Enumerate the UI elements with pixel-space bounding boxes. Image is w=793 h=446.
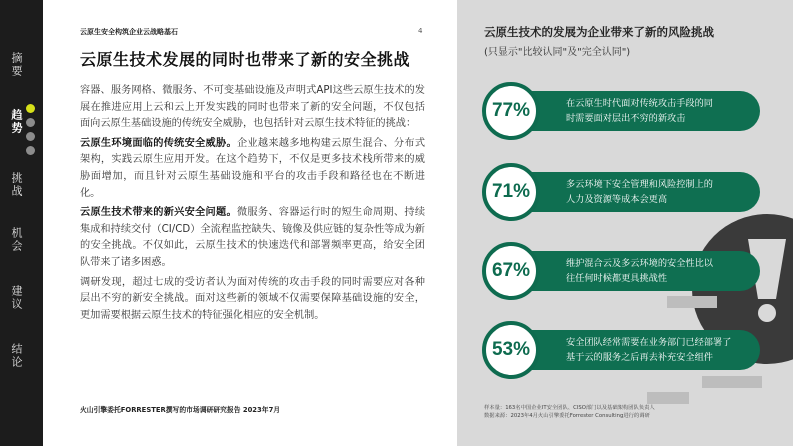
stat-description [522, 251, 760, 291]
decorative-brick [702, 376, 762, 388]
stat-value: 77% [491, 100, 531, 121]
page-title: 云原生技术发展的同时也带来了新的安全挑战 [80, 50, 411, 69]
nav-item-opportunities[interactable]: 机会 [10, 227, 23, 253]
sample-size-note: 样本量：163名中国企业IT安全团队、CISO部门以及基础架构团队负责人 [484, 405, 655, 411]
stat-circle [482, 242, 540, 300]
decorative-brick [647, 392, 689, 404]
footer-source: 火山引擎委托FORRESTER撰写的市场调研研究报告 2023年7月 [80, 406, 281, 414]
page-number: 4 [418, 27, 423, 35]
side-nav [0, 0, 43, 446]
nav-item-summary[interactable]: 摘要 [10, 52, 23, 78]
stat-circle [482, 321, 540, 379]
paragraph-text: 容器、服务网格、微服务、不可变基础设施及声明式API这些云原生技术的发展在推进应用上云和云上开发实践的同时也带来了新的安全问题，不仅包括面向云原生基础设施的传统安全威胁，也包括针对云原生技术特征的挑战： [80, 85, 425, 130]
nav-item-suggestions[interactable]: 建议 [10, 285, 23, 311]
stat-value: 71% [491, 181, 531, 202]
body-text [80, 83, 425, 327]
nav-item-conclusion[interactable]: 结论 [10, 343, 23, 369]
nav-dot-active [26, 104, 35, 113]
paragraph [80, 275, 425, 325]
sample-note [484, 404, 784, 420]
paragraph-lead: 云原生技术带来的新兴安全问题。 [80, 207, 237, 219]
stat-text-line: 人力及资源等成本会更高 [566, 194, 668, 205]
stat-value: 67% [491, 260, 531, 281]
data-source-note: 数据来源：2023年4月火山引擎委托Forrester Consulting进行的调研 [484, 413, 650, 419]
paragraph-text: 企业越来越多地构建云原生混合、分布式架构，实践云原生应用开发。在这个趋势下，不仅是更多技术栈所带来的威胁面增加，而且针对云原生基础设施和平台的攻击手段和路径也在不断进化。 [80, 137, 426, 199]
stat-circle [482, 163, 540, 221]
stat-text-line: 多云环境下安全管理和风险控制上的 [566, 179, 713, 190]
stat-description [522, 172, 760, 212]
document-title: 云原生安全构筑企业云战略基石 [80, 28, 178, 36]
stat-value: 53% [491, 339, 531, 360]
stat-text-line: 维护混合云及多云环境的安全性比以 [566, 258, 713, 269]
paragraph [80, 136, 425, 202]
panel-subtitle: (只显示"比较认同"及"完全认同") [484, 47, 631, 58]
nav-dot [26, 146, 35, 155]
stats-panel [457, 0, 793, 446]
paragraph [80, 205, 425, 271]
paragraph-lead: 云原生环境面临的传统安全威胁。 [80, 137, 237, 149]
stat-text-line: 基于云的服务之后再去补充安全组件 [566, 352, 713, 363]
stat-circle [482, 82, 540, 140]
nav-item-challenges[interactable]: 挑战 [10, 172, 23, 198]
nav-progress-dots [26, 104, 36, 160]
stat-description [522, 330, 760, 370]
stat-text-line: 往任何时候都更具挑战性 [566, 273, 668, 284]
decorative-brick [667, 296, 717, 308]
panel-title: 云原生技术的发展为企业带来了新的风险挑战 [484, 25, 714, 39]
nav-dot [26, 132, 35, 141]
stat-text-line: 时需要面对层出不穷的新攻击 [566, 113, 686, 124]
paragraph [80, 83, 425, 133]
nav-dot [26, 118, 35, 127]
paragraph-text: 调研发现，超过七成的受访者认为面对传统的攻击手段的同时需要应对各种层出不穷的新安全挑战。面对这些新的领域不仅需要保障基础设施的安全，更加需要根据云原生技术的特征强化相应的安全机制。 [80, 276, 425, 321]
nav-item-trends[interactable]: 趋势 [10, 109, 23, 135]
stat-text-line: 安全团队经常需要在业务部门已经部署了 [566, 337, 732, 348]
stat-description [522, 91, 760, 131]
stat-text-line: 在云原生时代面对传统攻击手段的同 [566, 98, 713, 109]
paragraph-text: 微服务、容器运行时的短生命周期、持续集成和持续交付（CI/CD）全流程监控缺失、镜像及供应链的复杂性等成为新的安全挑战。不仅如此，云原生技术的快速迭代和部署频率更高，给安全团队带来了诸多困惑。 [80, 207, 426, 268]
